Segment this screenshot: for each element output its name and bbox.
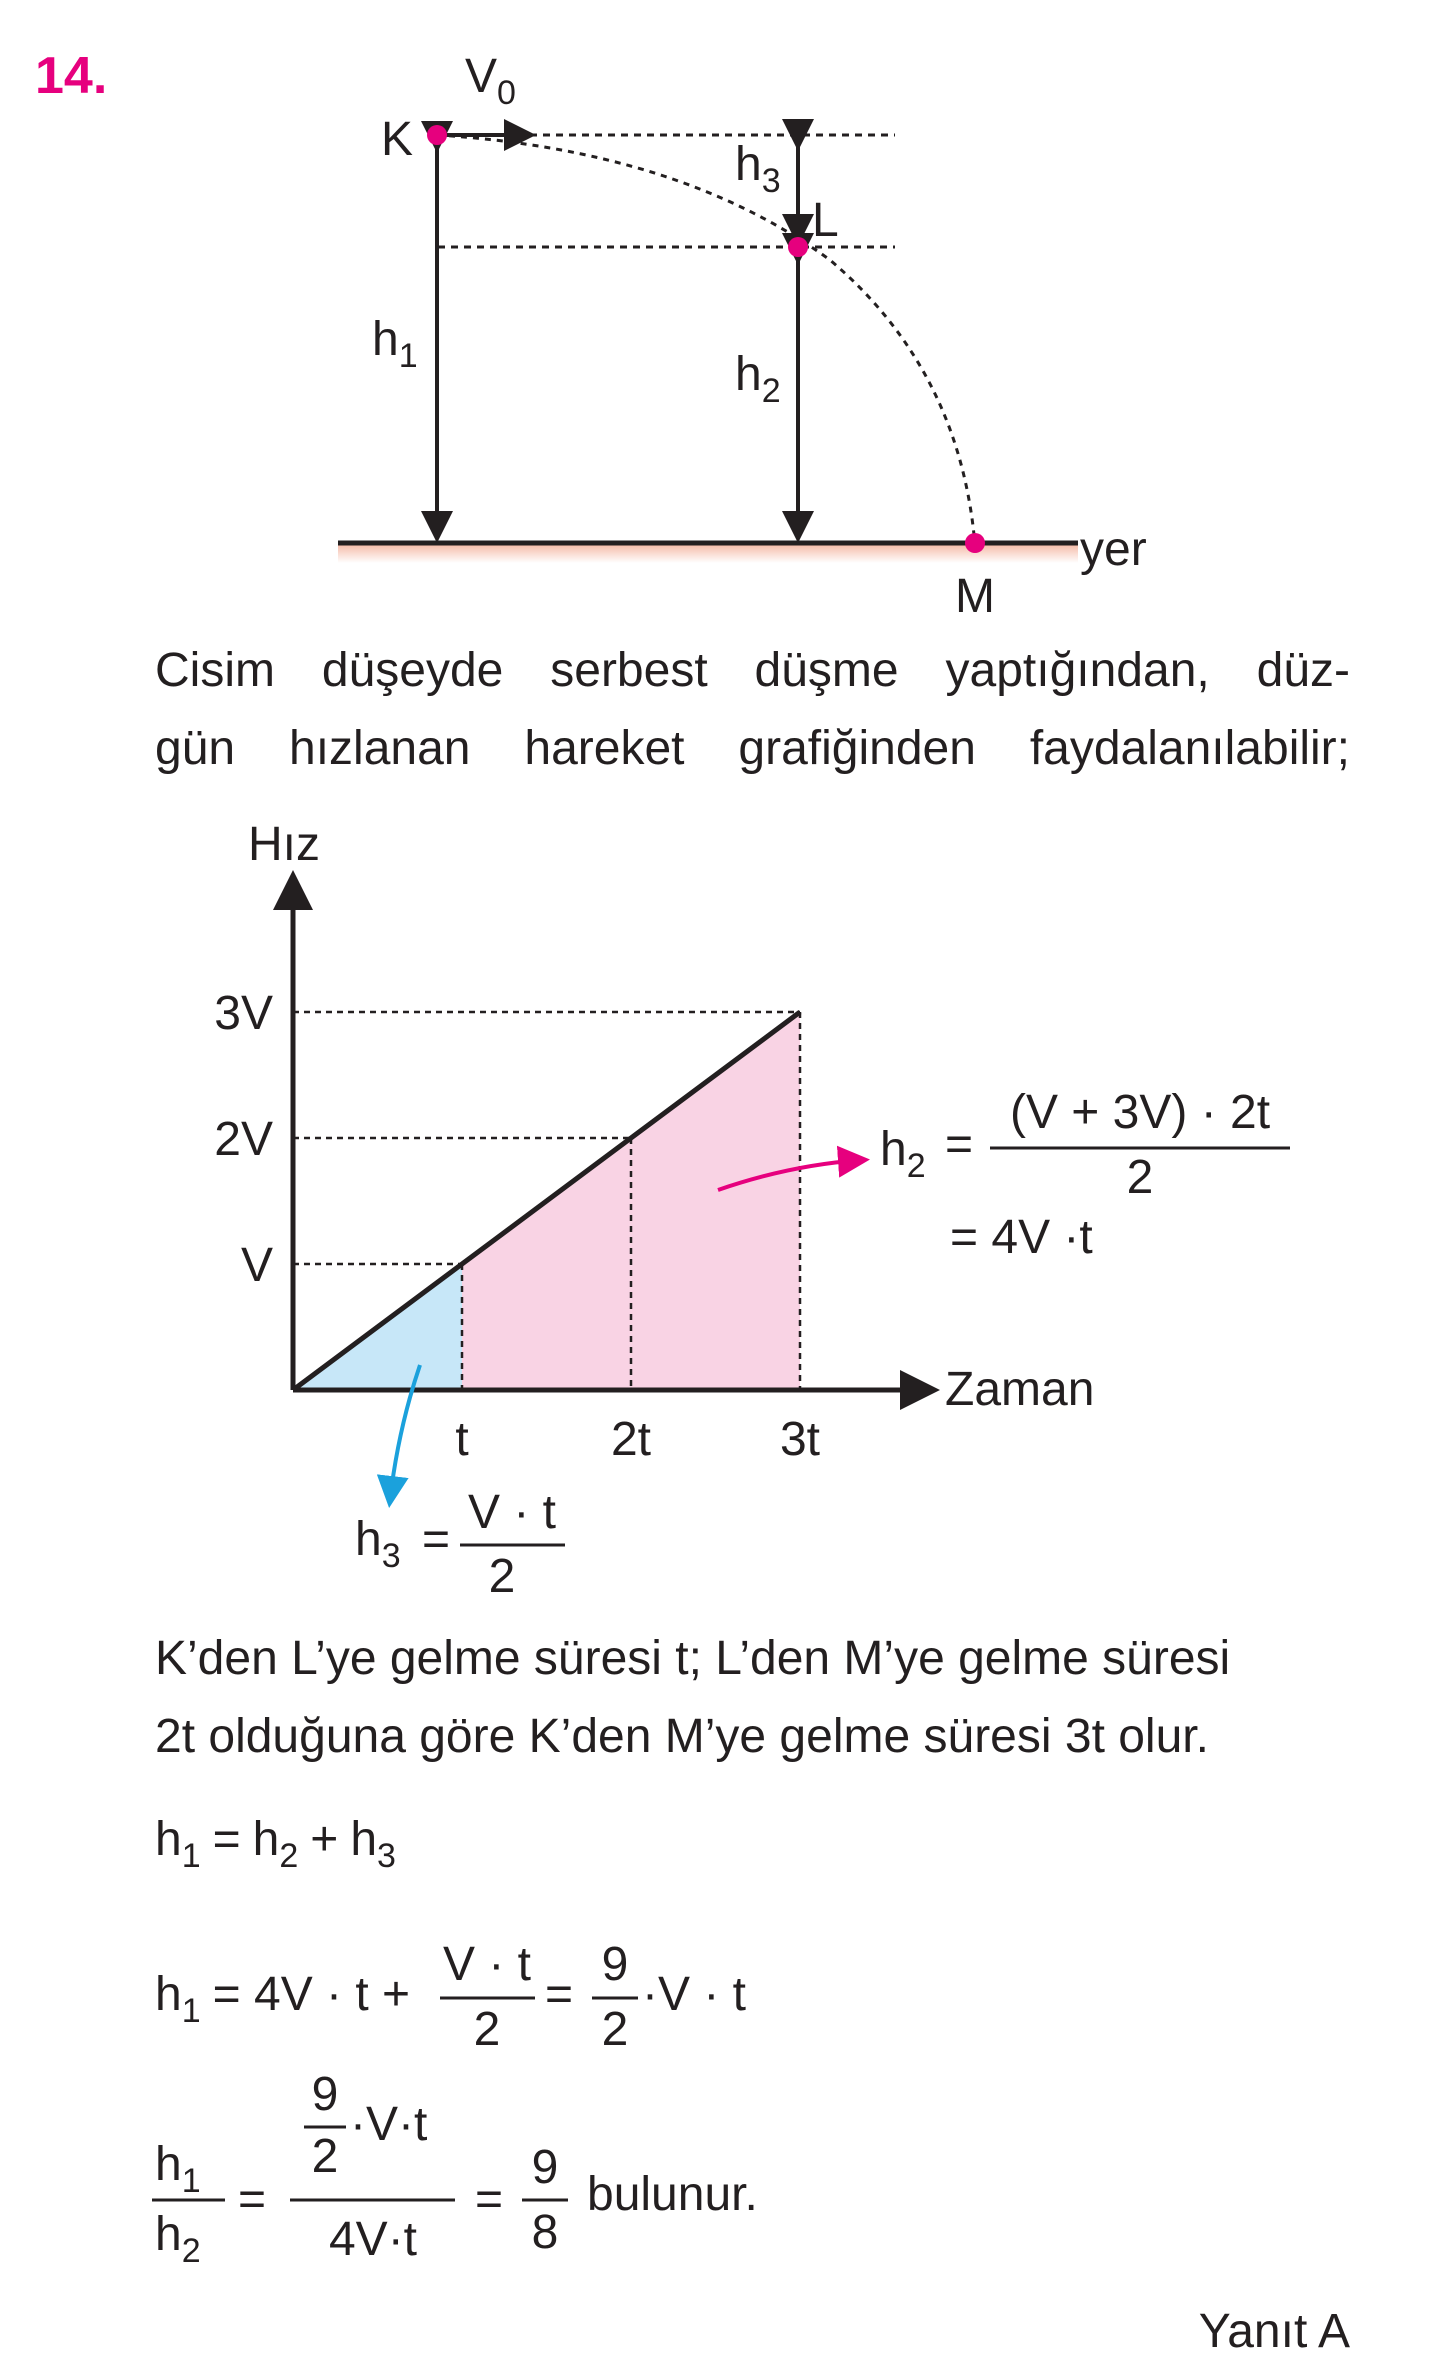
- eq2-tail: ·V · t: [642, 1968, 746, 2021]
- h3-denominator: 2: [488, 1550, 516, 1603]
- l-label: L: [812, 194, 839, 247]
- problem-number: 14.: [35, 47, 108, 105]
- h2-annot-equals: =: [945, 1118, 974, 1171]
- explanation-line: gün hızlanan hareket grafiğinden faydalanılabilir;: [155, 722, 1350, 775]
- m-label: M: [955, 570, 995, 623]
- point-m: [965, 533, 985, 553]
- eq3-inner-tail: ·V·t: [350, 2098, 428, 2151]
- h2-result: = 4V ·t: [950, 1211, 1093, 1264]
- x-tick-label: 2t: [610, 1413, 652, 1466]
- equation-3: [152, 2068, 758, 2270]
- explanation-line: K’den L’ye gelme süresi t; L’den M’ye gelme süresi: [155, 1632, 1231, 1685]
- area-region-h2: [462, 1012, 800, 1390]
- eq3-inner-den: 2: [311, 2130, 339, 2183]
- h2-denominator: 2: [1126, 1151, 1154, 1204]
- y-tick-label: V: [240, 1239, 273, 1292]
- eq3-word: bulunur.: [587, 2168, 758, 2221]
- equation-1: [155, 1813, 396, 1875]
- h3-annot-equals: =: [422, 1513, 451, 1566]
- eq2-frac2-num: 9: [601, 1938, 629, 1991]
- eq3-big-den: 4V·t: [328, 2213, 418, 2266]
- h3-label: $h_3$: [735, 138, 781, 200]
- h3-annot-label: $h_3$: [355, 1513, 401, 1575]
- explanation-line: Cisim düşeyde serbest düşme yaptığından, düz-: [155, 644, 1350, 697]
- y-axis-title: Hız: [248, 818, 320, 871]
- projectile-diagram: [338, 50, 1147, 623]
- equation-2: [155, 1938, 746, 2056]
- h2-annot-label: $h_2$: [880, 1123, 926, 1185]
- h1-label: $h_1$: [372, 313, 418, 375]
- answer-label: Yanıt A: [1198, 2305, 1350, 2358]
- h2-numerator: (V + 3V) · 2t: [1009, 1086, 1271, 1139]
- eq2-frac1-den: 2: [473, 2003, 501, 2056]
- h3-numerator: V · t: [467, 1486, 557, 1539]
- eq3-equals-2: =: [475, 2173, 504, 2226]
- x-tick-label: t: [455, 1413, 469, 1466]
- k-label: K: [381, 113, 414, 166]
- trajectory-curve: [437, 135, 975, 545]
- ground-label: yer: [1080, 523, 1147, 576]
- eq2-equals: =: [545, 1968, 574, 2021]
- point-l: [788, 237, 808, 257]
- y-tick-label: 2V: [214, 1113, 273, 1166]
- v0-label: $V_0$: [465, 50, 516, 112]
- y-tick-label: 3V: [214, 987, 273, 1040]
- svg-text:h2: $h_2$: [155, 2208, 201, 2270]
- eq3-res-num: 9: [531, 2141, 559, 2194]
- eq3-inner-num: 9: [311, 2068, 339, 2121]
- eq2-frac1-num: V · t: [442, 1938, 532, 1991]
- svg-text:h1= 4V · t +: $h_1 = 4V \cdot t$ +: [155, 1968, 411, 2030]
- point-k: [427, 125, 447, 145]
- svg-text:h1=h2+h3: $h_1 = h_2 + h_3$: [155, 1813, 396, 1875]
- h3-annotation: [355, 1365, 565, 1603]
- eq2-frac2-den: 2: [601, 2003, 629, 2056]
- eq3-res-den: 8: [531, 2206, 559, 2259]
- eq3-equals: =: [238, 2173, 267, 2226]
- h2-annotation: [718, 1086, 1290, 1264]
- x-tick-label: 3t: [779, 1413, 821, 1466]
- x-axis-title: Zaman: [945, 1363, 1095, 1416]
- explanation-line: 2t olduğuna göre K’den M’ye gelme süresi 3t olur.: [155, 1710, 1209, 1763]
- h2-label: $h_2$: [735, 348, 781, 410]
- svg-text:h1: $h_1$: [155, 2138, 201, 2200]
